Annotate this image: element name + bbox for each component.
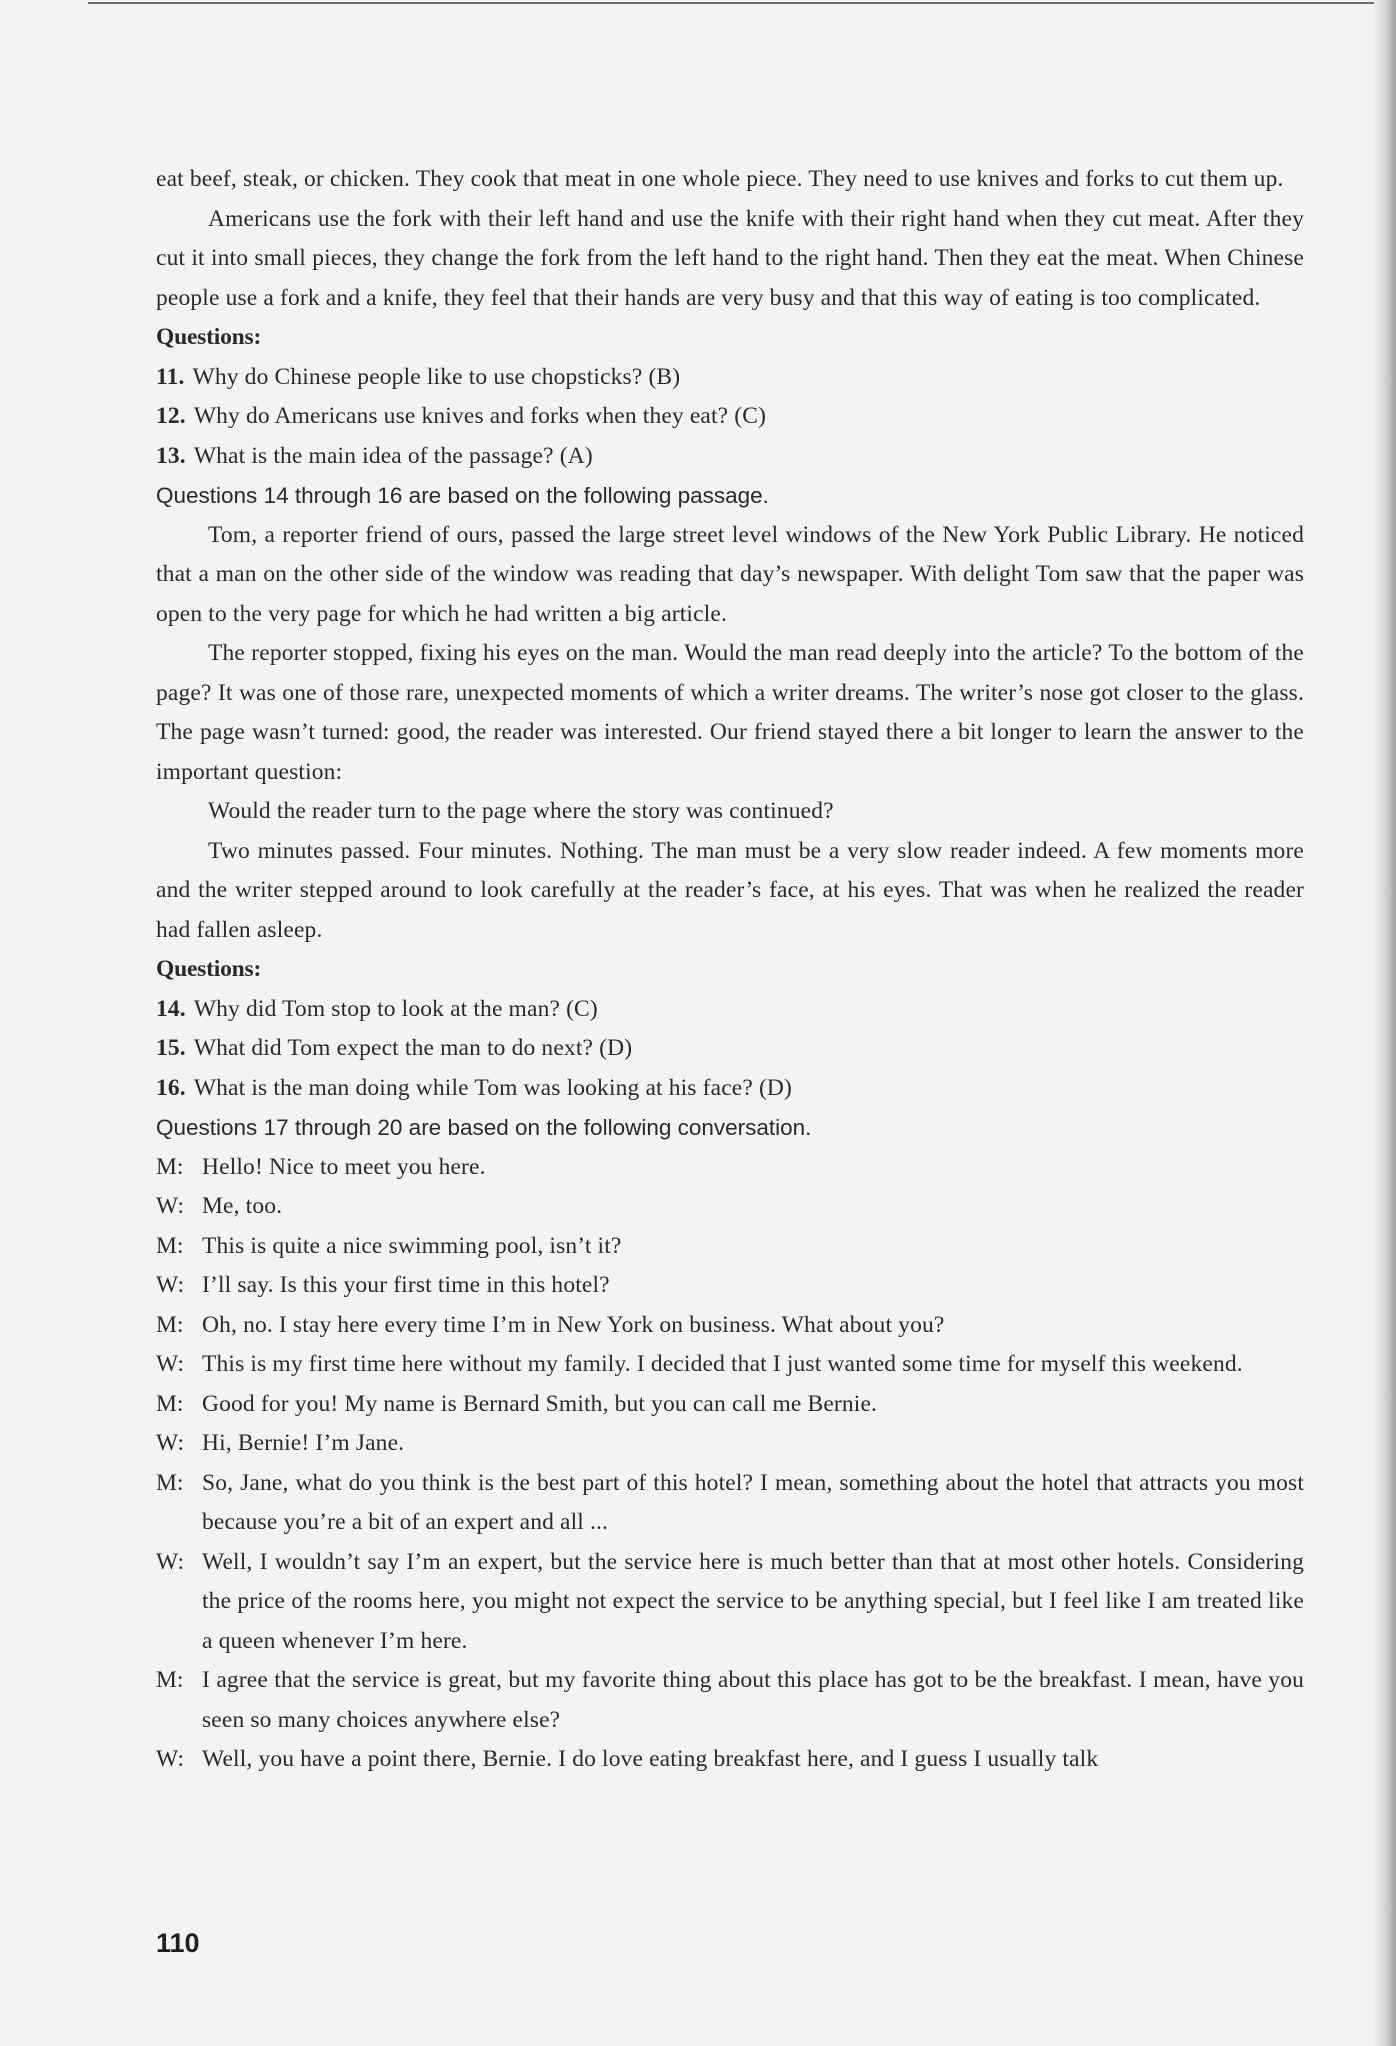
dialogue-text: Me, too. [202,1193,283,1219]
dialogue-text: Oh, no. I stay here every time I’m in New York on business. What about you? [202,1311,945,1338]
question-text: Why did Tom stop to look at the man? (C) [193,995,598,1022]
question-11 [156,358,1304,398]
dialogue-turn [156,1345,1304,1385]
dialogue-turn [156,1464,1304,1543]
speaker-label: W: [156,1351,185,1377]
dialogue-text: So, Jane, what do you think is the best part of this hotel? I mean, something about the hotel that attracts you most because you’re a bit of an expert and all ... [202,1469,1304,1535]
dialogue-text: This is my first time here without my family. I decided that I just wanted some time for myself this weekend. [202,1351,1243,1377]
speaker-label: M: [156,1390,184,1417]
passage2-paragraph-2: The reporter stopped, fixing his eyes on the man. Would the man read deeply into the article? To the bottom of the page? It was one of those rare, unexpected moments of which a writer dreams. The writer’s nose got closer to the glass. The page wasn’t turned: good, the reader was interested. Our friend stayed there a bit longer to learn the answer to the important question: [156,640,1304,785]
top-rule [88,2,1378,4]
dialogue-text: Good for you! My name is Bernard Smith, but you can call me Bernie. [202,1390,878,1417]
speaker-label: W: [156,1272,185,1298]
question-text: Why do Chinese people like to use chopsticks? (B) [192,363,681,390]
passage2-paragraph-1: Tom, a reporter friend of ours, passed the large street level windows of the New York Public Library. He noticed that a man on the other side of the window was reading that day’s newspaper. With delight Tom saw that the paper was open to the very page for which he had written a big article. [156,521,1304,627]
passage2-paragraph-4: Two minutes passed. Four minutes. Nothing. The man must be a very slow reader indeed. A few moments more and the writer stepped around to look carefully at the reader’s face, at his eyes. That was when he realized the reader had fallen asleep. [156,837,1304,943]
question-text: What is the man doing while Tom was looking at his face? (D) [193,1074,793,1101]
passage2-intro: Questions 14 through 16 are based on the following passage. [156,483,769,508]
question-15 [156,1029,1304,1069]
dialogue-turn [156,1543,1304,1662]
question-number: 11. [156,363,185,390]
conversation-intro: Questions 17 through 20 are based on the following conversation. [156,1115,812,1140]
speaker-label: W: [156,1430,185,1456]
dialogue-turn [156,1385,1304,1425]
question-number: 14. [156,995,186,1022]
dialogue-text: I’ll say. Is this your first time in this hotel? [202,1272,610,1298]
dialogue-turn [156,1187,1304,1227]
dialogue-text: I agree that the service is great, but my favorite thing about this place has got to be the breakfast. I mean, have you seen so many choices anywhere else? [202,1667,1304,1733]
speaker-label: W: [156,1746,185,1772]
question-13 [156,437,1304,477]
dialogue-text: Well, I wouldn’t say I’m an expert, but the service here is much better than that at most other hotels. Considering the price of the rooms here, you might not expect the service to be anything special, but I feel like I am treated like a queen whenever I’m here. [202,1548,1304,1654]
dialogue-text: Hi, Bernie! I’m Jane. [202,1430,405,1456]
speaker-label: M: [156,1232,184,1259]
speaker-label: M: [156,1311,184,1338]
dialogue-turn [156,1740,1304,1780]
question-text: What is the main idea of the passage? (A) [193,442,593,469]
question-number: 16. [156,1074,186,1101]
dialogue-text: Hello! Nice to meet you here. [202,1153,486,1180]
page-edge-shadow [1374,0,1396,2046]
question-12 [156,397,1304,437]
dialogue-turn [156,1148,1304,1188]
question-number: 15. [156,1035,186,1061]
question-text: What did Tom expect the man to do next? (D) [193,1035,633,1061]
dialogue-text: Well, you have a point there, Bernie. I do love eating breakfast here, and I guess I usually talk [202,1746,1099,1772]
questions-heading-2: Questions: [156,956,262,982]
speaker-label: M: [156,1469,184,1496]
question-number: 12. [156,403,186,429]
dialogue-turn [156,1306,1304,1346]
question-text: Why do Americans use knives and forks when they eat? (C) [193,403,767,429]
dialogue-turn [156,1227,1304,1267]
page-number: 110 [156,1928,200,1958]
page-content [156,160,1304,1780]
question-number: 13. [156,442,186,469]
question-14 [156,990,1304,1030]
dialogue-turn [156,1266,1304,1306]
dialogue-turn [156,1661,1304,1740]
questions-heading-1: Questions: [156,324,262,350]
question-16 [156,1069,1304,1109]
dialogue-text: This is quite a nice swimming pool, isn’t it? [202,1232,622,1259]
passage2-paragraph-3: Would the reader turn to the page where the story was continued? [208,798,834,824]
speaker-label: M: [156,1153,184,1180]
passage1-paragraph-2: Americans use the fork with their left hand and use the knife with their right hand when they cut meat. After they cut it into small pieces, they change the fork from the left hand to the right hand. Then they eat the meat. When Chinese people use a fork and a knife, they feel that their hands are very busy and that this way of eating is too complicated. [156,205,1304,311]
speaker-label: W: [156,1193,185,1219]
speaker-label: W: [156,1548,185,1575]
passage1-paragraph-1: eat beef, steak, or chicken. They cook that meat in one whole piece. They need to use knives and forks to cut them up. [156,166,1284,192]
speaker-label: M: [156,1667,184,1693]
dialogue-turn [156,1424,1304,1464]
